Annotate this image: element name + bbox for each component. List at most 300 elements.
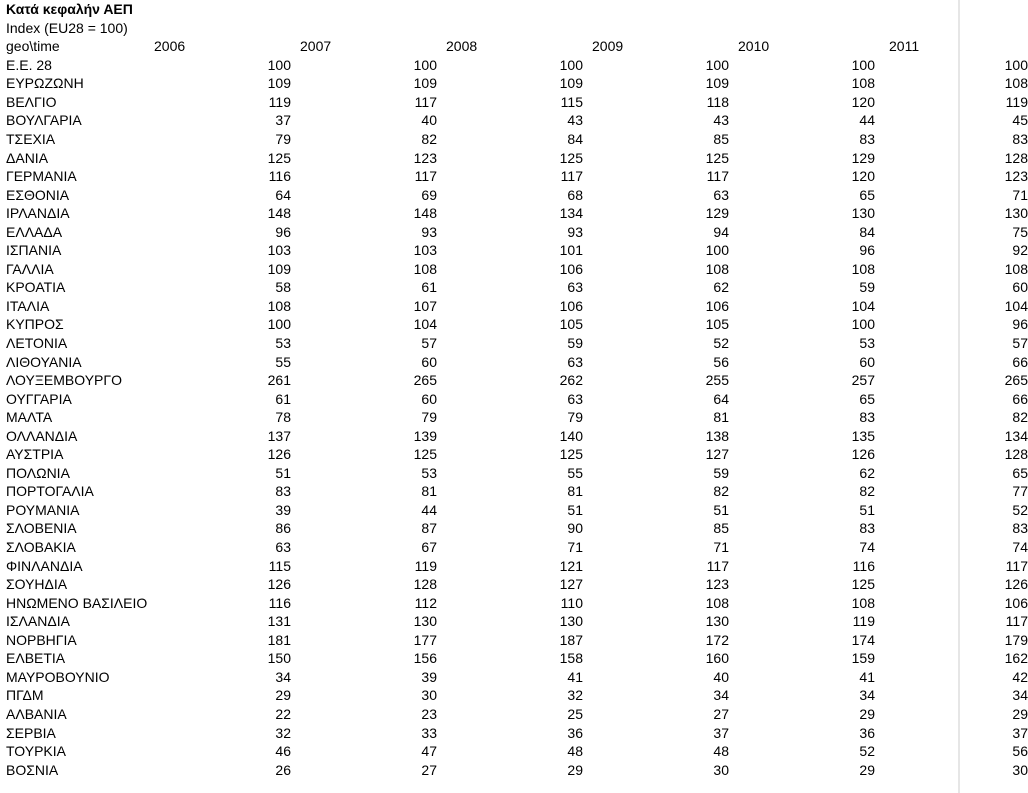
value-cell[interactable]: 59 <box>567 335 583 352</box>
value-cell[interactable]: 79 <box>421 409 437 426</box>
value-cell[interactable]: 100 <box>705 56 729 73</box>
value-cell[interactable]: 78 <box>275 409 291 426</box>
value-cell[interactable]: 43 <box>567 112 583 129</box>
value-cell[interactable]: 108 <box>851 260 875 277</box>
geo-cell[interactable]: ΑΥΣΤΡΙΑ <box>6 446 64 463</box>
table-row <box>6 668 1028 687</box>
value-cell[interactable]: 181 <box>267 631 291 648</box>
geo-cell[interactable]: ΛΟΥΞΕΜΒΟΥΡΓΟ <box>6 372 122 389</box>
value-cell[interactable]: 127 <box>559 576 583 593</box>
table-row <box>6 389 1028 408</box>
geo-cell[interactable]: ΦΙΝΛΑΝΔΙΑ <box>6 557 83 574</box>
value-cell[interactable]: 116 <box>852 557 875 574</box>
spreadsheet <box>6 0 1028 779</box>
value-cell[interactable]: 65 <box>859 186 875 203</box>
value-cell[interactable]: 40 <box>713 668 729 685</box>
value-cell[interactable]: 255 <box>705 372 729 389</box>
geo-cell[interactable]: ΙΣΛΑΝΔΙΑ <box>6 613 70 630</box>
value-cell[interactable]: 48 <box>567 743 583 760</box>
value-cell[interactable]: 148 <box>267 205 291 222</box>
geo-cell[interactable]: ΠΟΛΩΝΙΑ <box>6 464 70 481</box>
value-cell[interactable]: 60 <box>859 353 875 370</box>
value-cell[interactable]: 68 <box>567 186 583 203</box>
table-row <box>6 612 1028 631</box>
geo-cell[interactable]: ΤΟΥΡΚΙΑ <box>6 743 66 760</box>
value-cell[interactable]: 104 <box>851 297 875 314</box>
value-cell[interactable]: 63 <box>275 539 291 556</box>
value-cell[interactable]: 139 <box>413 427 437 444</box>
value-cell[interactable]: 128 <box>1004 149 1028 166</box>
value-cell[interactable]: 129 <box>851 149 875 166</box>
value-cell[interactable]: 51 <box>275 464 291 481</box>
value-cell[interactable]: 34 <box>275 668 291 685</box>
value-cell[interactable]: 109 <box>705 75 729 92</box>
value-cell[interactable]: 109 <box>559 75 583 92</box>
geo-cell[interactable]: ΙΡΛΑΝΔΙΑ <box>6 205 70 222</box>
geo-cell[interactable]: ΒΟΣΝΙΑ <box>6 761 59 778</box>
value-cell[interactable]: 162 <box>1004 650 1028 667</box>
geo-time-header[interactable]: geo\time <box>6 38 60 55</box>
value-cell[interactable]: 96 <box>859 242 875 259</box>
value-cell[interactable]: 138 <box>705 427 729 444</box>
geo-cell[interactable]: ΓΑΛΛΙΑ <box>6 260 54 277</box>
value-cell[interactable]: 100 <box>413 56 437 73</box>
value-cell[interactable]: 55 <box>275 353 291 370</box>
value-cell[interactable]: 86 <box>275 520 291 537</box>
table-row <box>6 334 1028 353</box>
value-cell[interactable]: 123 <box>413 149 437 166</box>
year-header-label: 2011 <box>889 38 920 55</box>
value-cell[interactable]: 103 <box>413 242 437 259</box>
value-cell[interactable]: 79 <box>567 409 583 426</box>
value-cell[interactable]: 108 <box>851 75 875 92</box>
value-cell[interactable]: 125 <box>413 446 437 463</box>
value-cell[interactable]: 108 <box>1004 75 1028 92</box>
value-cell[interactable]: 150 <box>267 650 291 667</box>
value-cell[interactable]: 120 <box>851 168 875 185</box>
value-cell[interactable]: 43 <box>713 112 729 129</box>
year-header[interactable] <box>735 37 881 56</box>
value-cell[interactable]: 106 <box>559 297 583 314</box>
value-cell[interactable]: 87 <box>421 520 437 537</box>
value-cell[interactable]: 126 <box>851 446 875 463</box>
value-cell[interactable]: 53 <box>275 335 291 352</box>
value-cell[interactable]: 187 <box>559 631 583 648</box>
value-cell[interactable]: 75 <box>1012 223 1028 240</box>
data-table <box>6 37 1028 779</box>
geo-cell[interactable]: ΠΓΔΜ <box>6 687 44 704</box>
value-cell[interactable]: 106 <box>559 260 583 277</box>
value-cell[interactable]: 85 <box>713 131 729 147</box>
geo-cell[interactable]: ΣΕΡΒΙΑ <box>6 724 56 741</box>
value-cell[interactable]: 117 <box>1005 613 1028 630</box>
value-cell[interactable]: 109 <box>413 75 437 92</box>
value-cell[interactable]: 119 <box>852 613 875 630</box>
value-cell[interactable]: 104 <box>413 316 437 333</box>
value-cell[interactable]: 106 <box>705 297 729 314</box>
value-cell[interactable]: 25 <box>567 705 583 722</box>
table-row <box>6 705 1028 724</box>
value-cell[interactable]: 100 <box>267 56 291 73</box>
value-cell[interactable]: 126 <box>267 446 291 463</box>
geo-cell[interactable]: ΝΟΡΒΗΓΙΑ <box>6 631 77 648</box>
year-header[interactable] <box>297 37 443 56</box>
geo-cell[interactable]: ΗΝΩΜΕΝΟ ΒΑΣΙΛΕΙΟ <box>6 594 148 611</box>
value-cell[interactable]: 56 <box>1012 743 1028 760</box>
value-cell[interactable]: 261 <box>267 372 291 389</box>
value-cell[interactable]: 69 <box>421 186 437 203</box>
value-cell[interactable]: 96 <box>1012 316 1028 333</box>
value-cell[interactable]: 130 <box>851 205 875 222</box>
table-row <box>6 148 1028 167</box>
value-cell[interactable]: 118 <box>706 93 729 110</box>
geo-cell[interactable]: ΕΣΘΟΝΙΑ <box>6 186 70 203</box>
geo-cell[interactable]: ΟΥΓΓΑΡΙΑ <box>6 390 72 407</box>
geo-cell[interactable]: ΙΤΑΛΙΑ <box>6 297 50 314</box>
value-cell[interactable]: 125 <box>559 149 583 166</box>
value-cell[interactable]: 60 <box>1012 279 1028 296</box>
value-cell[interactable]: 125 <box>267 149 291 166</box>
value-cell[interactable]: 92 <box>1012 242 1028 259</box>
value-cell[interactable]: 262 <box>559 372 583 389</box>
value-cell[interactable]: 48 <box>713 743 729 760</box>
geo-cell[interactable]: ΤΣΕΧΙΑ <box>6 131 56 147</box>
value-cell[interactable]: 107 <box>413 297 437 314</box>
value-cell[interactable]: 158 <box>559 650 583 667</box>
value-cell[interactable]: 117 <box>414 93 437 110</box>
value-cell[interactable]: 108 <box>705 260 729 277</box>
value-cell[interactable]: 53 <box>421 464 437 481</box>
value-cell[interactable]: 79 <box>275 131 291 147</box>
geo-cell[interactable]: ΛΕΤΟΝΙΑ <box>6 335 68 352</box>
value-cell[interactable]: 93 <box>421 223 437 240</box>
value-cell[interactable]: 45 <box>1012 112 1028 129</box>
value-cell[interactable]: 126 <box>267 576 291 593</box>
value-cell[interactable]: 137 <box>267 427 291 444</box>
value-cell[interactable]: 106 <box>1004 594 1028 611</box>
value-cell[interactable]: 33 <box>421 724 437 741</box>
value-cell[interactable]: 117 <box>414 168 437 185</box>
geo-cell[interactable]: ΚΥΠΡΟΣ <box>6 316 64 333</box>
value-cell[interactable]: 83 <box>1012 520 1028 537</box>
value-cell[interactable]: 22 <box>275 705 291 722</box>
value-cell[interactable]: 36 <box>567 724 583 741</box>
value-cell[interactable]: 83 <box>859 131 875 147</box>
value-cell[interactable]: 82 <box>713 483 729 500</box>
value-cell[interactable]: 94 <box>713 223 729 240</box>
value-cell[interactable]: 156 <box>413 650 437 667</box>
value-cell[interactable]: 63 <box>567 353 583 370</box>
geo-cell[interactable]: ΜΑΥΡΟΒΟΥΝΙΟ <box>6 668 110 685</box>
value-cell[interactable]: 37 <box>275 112 291 129</box>
value-cell[interactable]: 36 <box>859 724 875 741</box>
value-cell[interactable]: 61 <box>421 279 437 296</box>
value-cell[interactable]: 105 <box>559 316 583 333</box>
value-cell[interactable]: 104 <box>1004 297 1028 314</box>
value-cell[interactable]: 179 <box>1004 631 1028 648</box>
value-cell[interactable]: 108 <box>851 594 875 611</box>
year-header-label: 2006 <box>154 38 186 55</box>
geo-cell[interactable]: ΕΛΒΕΤΙΑ <box>6 650 66 667</box>
value-cell[interactable]: 100 <box>267 316 291 333</box>
value-cell[interactable]: 108 <box>413 260 437 277</box>
value-cell[interactable]: 83 <box>1012 131 1028 147</box>
value-cell[interactable]: 57 <box>421 335 437 352</box>
geo-cell[interactable]: ΡΟΥΜΑΝΙΑ <box>6 501 80 518</box>
value-cell[interactable]: 128 <box>1004 446 1028 463</box>
value-cell[interactable]: 60 <box>421 353 437 370</box>
value-cell[interactable]: 90 <box>567 520 583 537</box>
table-row <box>6 445 1028 464</box>
value-cell[interactable]: 59 <box>859 279 875 296</box>
geo-cell[interactable]: ΒΟΥΛΓΑΡΙΑ <box>6 112 82 129</box>
value-cell[interactable]: 119 <box>1005 93 1028 110</box>
value-cell[interactable]: 41 <box>567 668 583 685</box>
value-cell[interactable]: 77 <box>1012 483 1028 500</box>
value-cell[interactable]: 85 <box>713 520 729 537</box>
value-cell[interactable]: 63 <box>567 279 583 296</box>
value-cell[interactable]: 109 <box>267 75 291 92</box>
value-cell[interactable]: 177 <box>413 631 437 648</box>
value-cell[interactable]: 44 <box>421 501 437 518</box>
year-header[interactable] <box>443 37 589 56</box>
value-cell[interactable]: 135 <box>851 427 875 444</box>
value-cell[interactable]: 29 <box>859 705 875 722</box>
value-cell[interactable]: 74 <box>859 539 875 556</box>
value-cell[interactable]: 123 <box>1004 168 1028 185</box>
geo-cell[interactable]: ΠΟΡΤΟΓΑΛΙΑ <box>6 483 94 500</box>
value-cell[interactable]: 23 <box>421 705 437 722</box>
geo-cell[interactable]: ΛΙΘΟΥΑΝΙΑ <box>6 353 82 370</box>
value-cell[interactable]: 117 <box>706 557 729 574</box>
value-cell[interactable]: 128 <box>413 576 437 593</box>
value-cell[interactable]: 103 <box>267 242 291 259</box>
value-cell[interactable]: 40 <box>421 112 437 129</box>
value-cell[interactable]: 130 <box>705 613 729 630</box>
value-cell[interactable]: 130 <box>559 613 583 630</box>
value-cell[interactable]: 101 <box>559 242 583 259</box>
value-cell[interactable]: 52 <box>859 743 875 760</box>
value-cell[interactable]: 67 <box>421 539 437 556</box>
value-cell[interactable]: 117 <box>1005 557 1028 574</box>
value-cell[interactable]: 96 <box>275 223 291 240</box>
value-cell[interactable]: 126 <box>1004 576 1028 593</box>
value-cell[interactable]: 116 <box>268 168 291 185</box>
value-cell[interactable]: 34 <box>859 687 875 704</box>
table-row <box>6 631 1028 650</box>
table-row <box>6 111 1028 130</box>
geo-cell[interactable]: Ε.Ε. 28 <box>6 56 52 73</box>
year-header-label: 2009 <box>592 38 624 55</box>
value-cell[interactable]: 81 <box>421 483 437 500</box>
value-cell[interactable]: 110 <box>560 594 583 611</box>
value-cell[interactable]: 148 <box>413 205 437 222</box>
value-cell[interactable]: 57 <box>1012 335 1028 352</box>
value-cell[interactable]: 60 <box>421 390 437 407</box>
value-cell[interactable]: 265 <box>413 372 437 389</box>
value-cell[interactable]: 82 <box>1012 409 1028 426</box>
value-cell[interactable]: 65 <box>859 390 875 407</box>
value-cell[interactable]: 34 <box>1012 687 1028 704</box>
value-cell[interactable]: 29 <box>859 761 875 778</box>
value-cell[interactable]: 51 <box>713 501 729 518</box>
value-cell[interactable]: 32 <box>567 687 583 704</box>
value-cell[interactable]: 129 <box>705 205 729 222</box>
year-header[interactable] <box>881 37 1028 56</box>
value-cell[interactable]: 37 <box>713 724 729 741</box>
value-cell[interactable]: 265 <box>1004 372 1028 389</box>
value-cell[interactable]: 64 <box>713 390 729 407</box>
value-cell[interactable]: 257 <box>851 372 875 389</box>
value-cell[interactable]: 39 <box>421 668 437 685</box>
value-cell[interactable]: 55 <box>567 464 583 481</box>
value-cell[interactable]: 83 <box>859 520 875 537</box>
geo-cell[interactable]: ΣΟΥΗΔΙΑ <box>6 576 68 593</box>
year-header[interactable] <box>589 37 735 56</box>
value-cell[interactable]: 81 <box>713 409 729 426</box>
value-cell[interactable]: 61 <box>275 390 291 407</box>
value-cell[interactable]: 51 <box>859 501 875 518</box>
value-cell[interactable]: 83 <box>859 409 875 426</box>
value-cell[interactable]: 84 <box>567 131 583 147</box>
value-cell[interactable]: 52 <box>1012 501 1028 518</box>
geo-cell[interactable]: ΕΥΡΩΖΩΝΗ <box>6 75 84 92</box>
geo-cell[interactable]: ΙΣΠΑΝΙΑ <box>6 242 62 259</box>
value-cell[interactable]: 100 <box>705 242 729 259</box>
value-cell[interactable]: 83 <box>275 483 291 500</box>
value-cell[interactable]: 27 <box>713 705 729 722</box>
value-cell[interactable]: 65 <box>1012 464 1028 481</box>
value-cell[interactable]: 29 <box>567 761 583 778</box>
value-cell[interactable]: 172 <box>705 631 729 648</box>
geo-cell[interactable]: ΔΑΝΙΑ <box>6 149 49 166</box>
value-cell[interactable]: 46 <box>275 743 291 760</box>
value-cell[interactable]: 123 <box>705 576 729 593</box>
value-cell[interactable]: 44 <box>859 112 875 129</box>
value-cell[interactable]: 82 <box>859 483 875 500</box>
value-cell[interactable]: 63 <box>567 390 583 407</box>
value-cell[interactable]: 84 <box>859 223 875 240</box>
value-cell[interactable]: 81 <box>567 483 583 500</box>
value-cell[interactable]: 100 <box>559 56 583 73</box>
value-cell[interactable]: 108 <box>267 297 291 314</box>
value-cell[interactable]: 134 <box>559 205 583 222</box>
value-cell[interactable]: 39 <box>275 501 291 518</box>
value-cell[interactable]: 93 <box>567 223 583 240</box>
value-cell[interactable]: 108 <box>1004 260 1028 277</box>
value-cell[interactable]: 125 <box>559 446 583 463</box>
geo-cell[interactable]: ΟΛΛΑΝΔΙΑ <box>6 427 78 444</box>
value-cell[interactable]: 27 <box>421 761 437 778</box>
value-cell[interactable]: 59 <box>713 464 729 481</box>
geo-cell[interactable]: ΣΛΟΒΑΚΙΑ <box>6 539 76 556</box>
value-cell[interactable]: 119 <box>268 93 291 110</box>
value-cell[interactable]: 62 <box>859 464 875 481</box>
value-cell[interactable]: 71 <box>713 539 729 556</box>
value-cell[interactable]: 29 <box>275 687 291 704</box>
value-cell[interactable]: 56 <box>713 353 729 370</box>
value-cell[interactable]: 64 <box>275 186 291 203</box>
table-row <box>6 297 1028 316</box>
value-cell[interactable]: 125 <box>851 576 875 593</box>
year-header-label: 2007 <box>300 38 332 55</box>
value-cell[interactable]: 105 <box>705 316 729 333</box>
value-cell[interactable]: 117 <box>560 168 583 185</box>
value-cell[interactable]: 100 <box>851 56 875 73</box>
value-cell[interactable]: 37 <box>1012 724 1028 741</box>
value-cell[interactable]: 47 <box>421 743 437 760</box>
table-row <box>6 408 1028 427</box>
value-cell[interactable]: 66 <box>1012 390 1028 407</box>
value-cell[interactable]: 66 <box>1012 353 1028 370</box>
value-cell[interactable]: 52 <box>713 335 729 352</box>
year-header[interactable] <box>151 37 297 56</box>
table-row <box>6 501 1028 520</box>
value-cell[interactable]: 109 <box>267 260 291 277</box>
value-cell[interactable]: 134 <box>1004 427 1028 444</box>
value-cell[interactable]: 121 <box>559 557 583 574</box>
value-cell[interactable]: 30 <box>713 761 729 778</box>
geo-cell[interactable]: ΚΡΟΑΤΙΑ <box>6 279 66 296</box>
value-cell[interactable]: 125 <box>705 149 729 166</box>
value-cell[interactable]: 108 <box>705 594 729 611</box>
value-cell[interactable]: 117 <box>706 168 729 185</box>
value-cell[interactable]: 82 <box>421 131 437 147</box>
geo-cell[interactable]: ΒΕΛΓΙΟ <box>6 93 57 110</box>
value-cell[interactable]: 140 <box>559 427 583 444</box>
value-cell[interactable]: 58 <box>275 279 291 296</box>
value-cell[interactable]: 74 <box>1012 539 1028 556</box>
value-cell[interactable]: 30 <box>1012 761 1028 778</box>
value-cell[interactable]: 34 <box>713 687 729 704</box>
window-edge <box>958 0 960 793</box>
geo-cell[interactable]: ΓΕΡΜΑΝΙΑ <box>6 168 77 185</box>
value-cell[interactable]: 53 <box>859 335 875 352</box>
geo-cell[interactable]: ΣΛΟΒΕΝΙΑ <box>6 520 77 537</box>
value-cell[interactable]: 42 <box>1012 668 1028 685</box>
value-cell[interactable]: 174 <box>851 631 875 648</box>
value-cell[interactable]: 131 <box>267 613 291 630</box>
value-cell[interactable]: 30 <box>421 687 437 704</box>
value-cell[interactable]: 115 <box>560 93 583 110</box>
value-cell[interactable]: 159 <box>851 650 875 667</box>
value-cell[interactable]: 116 <box>268 594 291 611</box>
value-cell[interactable]: 29 <box>1012 705 1028 722</box>
geo-cell[interactable]: ΕΛΛΑΔΑ <box>6 223 63 240</box>
value-cell[interactable]: 130 <box>1004 205 1028 222</box>
value-cell[interactable]: 26 <box>275 761 291 778</box>
value-cell[interactable]: 62 <box>713 279 729 296</box>
value-cell[interactable]: 119 <box>414 557 437 574</box>
value-cell[interactable]: 71 <box>567 539 583 556</box>
value-cell[interactable]: 51 <box>567 501 583 518</box>
value-cell[interactable]: 120 <box>851 93 875 110</box>
value-cell[interactable]: 115 <box>268 557 291 574</box>
value-cell[interactable]: 100 <box>851 316 875 333</box>
value-cell[interactable]: 63 <box>713 186 729 203</box>
value-cell[interactable]: 130 <box>413 613 437 630</box>
geo-cell[interactable]: ΑΛΒΑΝΙΑ <box>6 705 67 722</box>
geo-cell[interactable]: ΜΑΛΤΑ <box>6 409 53 426</box>
value-cell[interactable]: 127 <box>705 446 729 463</box>
value-cell[interactable]: 112 <box>414 594 437 611</box>
table-row <box>6 130 1028 149</box>
value-cell[interactable]: 32 <box>275 724 291 741</box>
value-cell[interactable]: 160 <box>705 650 729 667</box>
value-cell[interactable]: 100 <box>1004 56 1028 73</box>
value-cell[interactable]: 71 <box>1012 186 1028 203</box>
value-cell[interactable]: 41 <box>859 668 875 685</box>
